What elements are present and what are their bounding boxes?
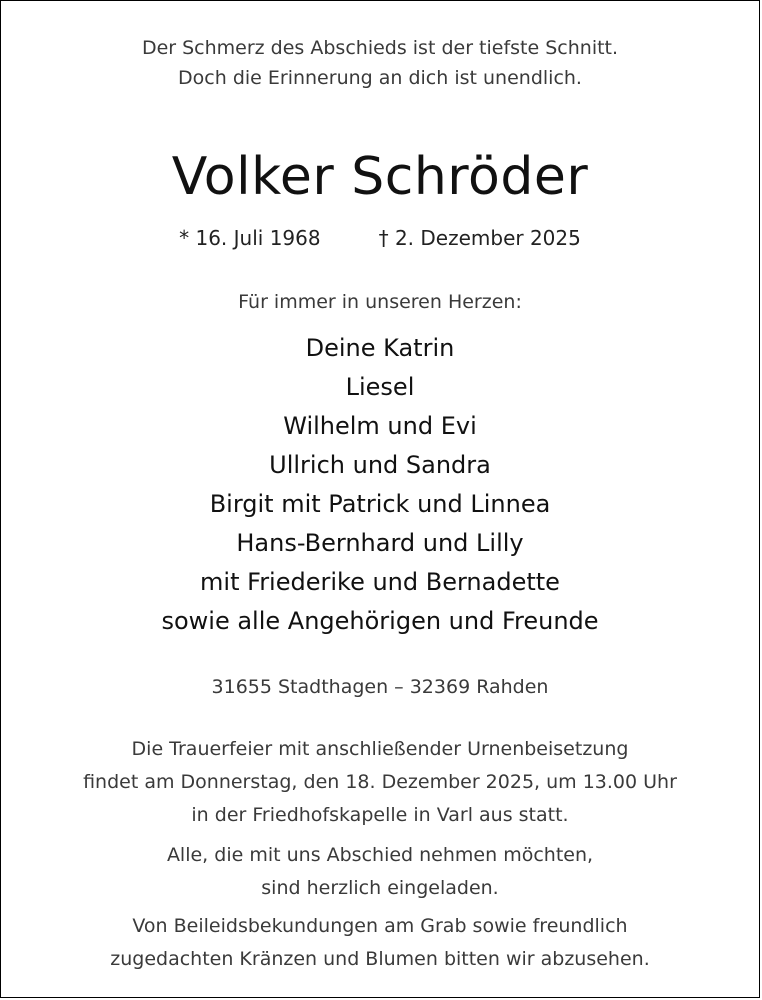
life-dates bbox=[1, 226, 759, 250]
mourner-name: Hans-Bernhard und Lilly bbox=[236, 529, 524, 557]
invitation-line-2: sind herzlich eingeladen. bbox=[261, 877, 499, 899]
request-line-2: zugedachten Kränzen und Blumen bitten wir abzusehen. bbox=[110, 948, 650, 970]
mourner-name: Wilhelm und Evi bbox=[283, 412, 477, 440]
ceremony-line-3: in der Friedhofskapelle in Varl aus statt. bbox=[191, 804, 569, 826]
mourner-name: Deine Katrin bbox=[305, 334, 455, 362]
mourner-name: Ullrich und Sandra bbox=[269, 451, 491, 479]
mourner-name: mit Friederike und Bernadette bbox=[200, 568, 560, 596]
ceremony-line-2: findet am Donnerstag, den 18. Dezember 2025, um 13.00 Uhr bbox=[83, 771, 677, 793]
mourner-name: sowie alle Angehörigen und Freunde bbox=[161, 607, 599, 635]
intro-quote-line-2: Doch die Erinnerung an dich ist unendlich. bbox=[178, 67, 582, 89]
death-date: † 2. Dezember 2025 bbox=[378, 226, 581, 250]
mourner-name: Liesel bbox=[345, 373, 415, 401]
mourners-heading: Für immer in unseren Herzen: bbox=[238, 291, 522, 313]
ceremony-line-1: Die Trauerfeier mit anschließender Urnenbeisetzung bbox=[131, 738, 629, 760]
birth-date: * 16. Juli 1968 bbox=[179, 226, 321, 250]
intro-quote-line-1: Der Schmerz des Abschieds ist der tiefste Schnitt. bbox=[141, 37, 619, 59]
deceased-name: Volker Schröder bbox=[171, 147, 589, 207]
mourner-name: Birgit mit Patrick und Linnea bbox=[209, 490, 551, 518]
request-line-1: Von Beileidsbekundungen am Grab sowie freundlich bbox=[132, 915, 628, 937]
invitation-line-1: Alle, die mit uns Abschied nehmen möchten, bbox=[166, 844, 594, 866]
places-line: 31655 Stadthagen – 32369 Rahden bbox=[211, 676, 549, 698]
